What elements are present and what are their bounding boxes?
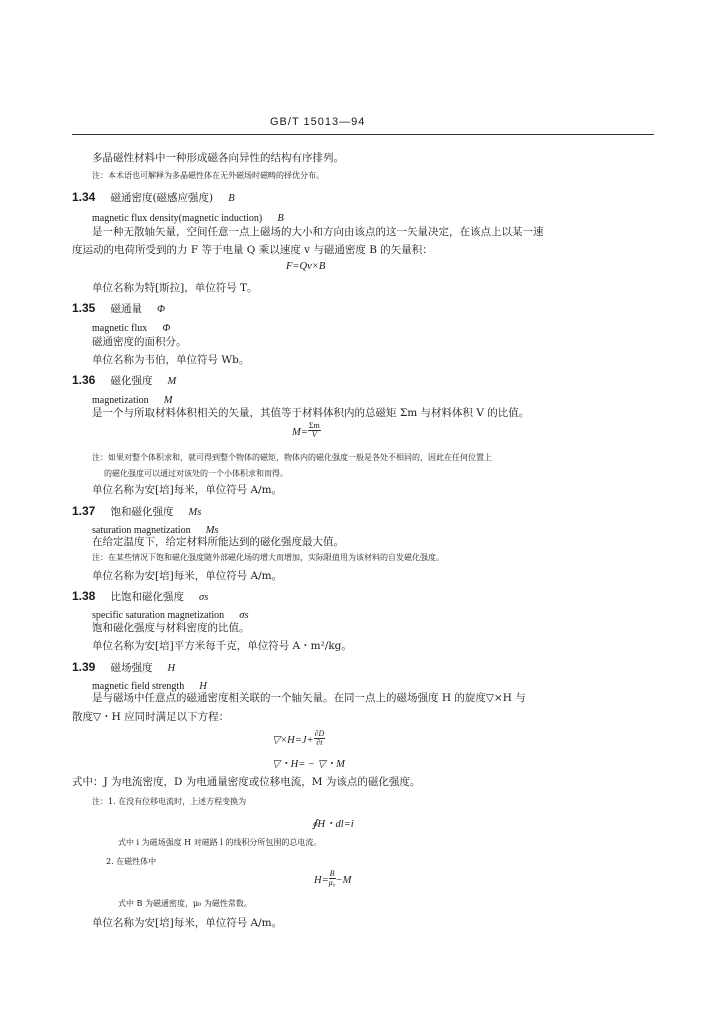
- formula-field-strength: [314, 868, 351, 887]
- term-heading-1-39: [72, 656, 175, 675]
- english-symbol: H: [199, 681, 207, 692]
- fraction-numerator: B: [329, 869, 335, 878]
- formula-curl: [272, 728, 325, 747]
- section-number: 1.37: [72, 504, 96, 518]
- term-name: 饱和磁化强度: [110, 506, 174, 518]
- formula-lhs: H=: [314, 875, 329, 886]
- section-number: 1.36: [72, 373, 96, 387]
- english-symbol: Ms: [205, 525, 219, 536]
- para-line: 是与磁场中任意点的磁通密度相关联的一个轴矢量。在同一点上的磁场强度 H 的旋度▽×H 与: [92, 692, 526, 704]
- english-term: magnetic flux density(magnetic induction): [92, 213, 263, 224]
- para-line: 式中：J 为电流密度，D 为电通量密度或位移电流，M 为该点的磁化强度。: [72, 776, 421, 788]
- para-line: 散度▽・H 应同时满足以下方程：: [72, 711, 230, 723]
- term-english-1-35: [92, 316, 170, 335]
- formula-fraction: [308, 422, 321, 439]
- term-symbol: Φ: [157, 304, 166, 315]
- note-line: 注：如果对整个体积求和，就可得到整个物体的磁矩，物体内的磁化强度一般是各处不相同的，因此在任何位置上: [92, 453, 492, 462]
- section-number: 1.35: [72, 301, 96, 315]
- para-line: 单位名称为特[斯拉]，单位符号 T。: [92, 282, 258, 294]
- english-term: specific saturation magnetization: [92, 610, 225, 621]
- term-name: 磁通量: [110, 303, 142, 315]
- english-term: magnetization: [92, 395, 149, 406]
- note-line: 注：在某些情况下饱和磁化强度随外部磁化场的增大而增加，实际限值用为该材料的自发磁化强度。: [92, 553, 444, 562]
- fraction-denominator: V: [311, 430, 317, 439]
- term-symbol: σs: [199, 592, 209, 603]
- formula-lorentz: F=Qv×B: [286, 261, 326, 272]
- section-number: 1.39: [72, 660, 96, 674]
- para-line: 单位名称为安[培]平方米每千克，单位符号 A・m²/kg。: [92, 640, 352, 652]
- para-line: 单位名称为韦伯，单位符号 Wb。: [92, 354, 250, 366]
- term-symbol: H: [167, 663, 176, 674]
- standard-code-header: GB/T 15013—94: [270, 116, 366, 128]
- fraction-denominator: ∂t: [316, 738, 323, 747]
- note-line: 的磁化强度可以通过对该处的一个小体积求和而得。: [104, 469, 288, 478]
- english-term: saturation magnetization: [92, 525, 191, 536]
- note-line: 注：1. 在没有位移电流时，上述方程变换为: [92, 797, 247, 806]
- para-line: 多晶磁性材料中一种形成磁各向异性的结构有序排列。: [92, 152, 344, 164]
- para-line: 是一个与所取材料体积相关的矢量，其值等于材料体积内的总磁矩 Σm 与材料体积 V 的比值。: [92, 407, 530, 419]
- english-symbol: B: [277, 213, 284, 224]
- para-line: 在给定温度下，给定材料所能达到的磁化强度最大值。: [92, 536, 344, 548]
- note-line: 注：本术语也可解释为多晶磁性体在无外磁场时磁畴的择优分布。: [92, 171, 324, 180]
- term-heading-1-38: [72, 585, 208, 604]
- formula-divergence: ▽・H= − ▽・M: [272, 759, 345, 770]
- term-name: 磁通密度(磁感应强度): [110, 192, 214, 204]
- term-heading-1-36: [72, 369, 176, 388]
- term-heading-1-34: [72, 186, 235, 205]
- formula-lhs: ▽×H=J+: [272, 735, 314, 746]
- note-line: 2. 在磁性体中: [106, 857, 157, 866]
- term-symbol: Ms: [188, 507, 202, 518]
- para-line: 度运动的电荷所受到的力 F 等于电量 Q 乘以速度 v 与磁通密度 B 的矢量积：: [72, 244, 433, 256]
- formula-fraction: [314, 730, 326, 747]
- english-symbol: Φ: [162, 323, 171, 334]
- para-line: 是一种无散轴矢量，空间任意一点上磁场的大小和方向由该点的这一矢量决定，在该点上以某一速: [92, 226, 544, 238]
- fraction-numerator: Σm: [308, 421, 320, 430]
- formula-magnetization: [292, 420, 321, 439]
- term-symbol: M: [167, 376, 177, 387]
- english-symbol: σs: [239, 610, 249, 621]
- note-line: 式中 B 为磁通密度，μ₀ 为磁性常数。: [118, 899, 252, 908]
- english-term: magnetic field strength: [92, 681, 185, 692]
- term-heading-1-35: [72, 297, 165, 316]
- term-symbol: B: [228, 193, 235, 204]
- formula-line-integral: ∮H・dl=i: [312, 819, 354, 830]
- para-line: 单位名称为安[培]每米，单位符号 A/m。: [92, 484, 283, 496]
- formula-lhs: M=: [292, 427, 308, 438]
- fraction-denominator: μ₀: [328, 878, 336, 887]
- formula-rhs: −M: [335, 875, 352, 886]
- english-term: magnetic flux: [92, 323, 148, 334]
- para-line: 饱和磁化强度与材料密度的比值。: [92, 622, 250, 634]
- english-symbol: M: [163, 395, 173, 406]
- fraction-numerator: ∂D: [314, 729, 325, 738]
- para-line: 单位名称为安[培]每米，单位符号 A/m。: [92, 570, 283, 582]
- header-rule: [72, 134, 654, 135]
- term-english-1-34: [92, 206, 284, 225]
- term-name: 磁场强度: [110, 662, 153, 674]
- term-heading-1-37: [72, 500, 201, 519]
- term-name: 磁化强度: [110, 375, 153, 387]
- formula-fraction: [329, 870, 336, 887]
- section-number: 1.38: [72, 589, 96, 603]
- note-line: 式中 i 为磁场强度 H 对磁路 l 的线积分所包围的总电流。: [118, 838, 322, 847]
- term-name: 比饱和磁化强度: [110, 591, 184, 603]
- section-number: 1.34: [72, 190, 96, 204]
- para-line: 磁通密度的面积分。: [92, 336, 187, 348]
- para-line: 单位名称为安[培]每米，单位符号 A/m。: [92, 917, 283, 929]
